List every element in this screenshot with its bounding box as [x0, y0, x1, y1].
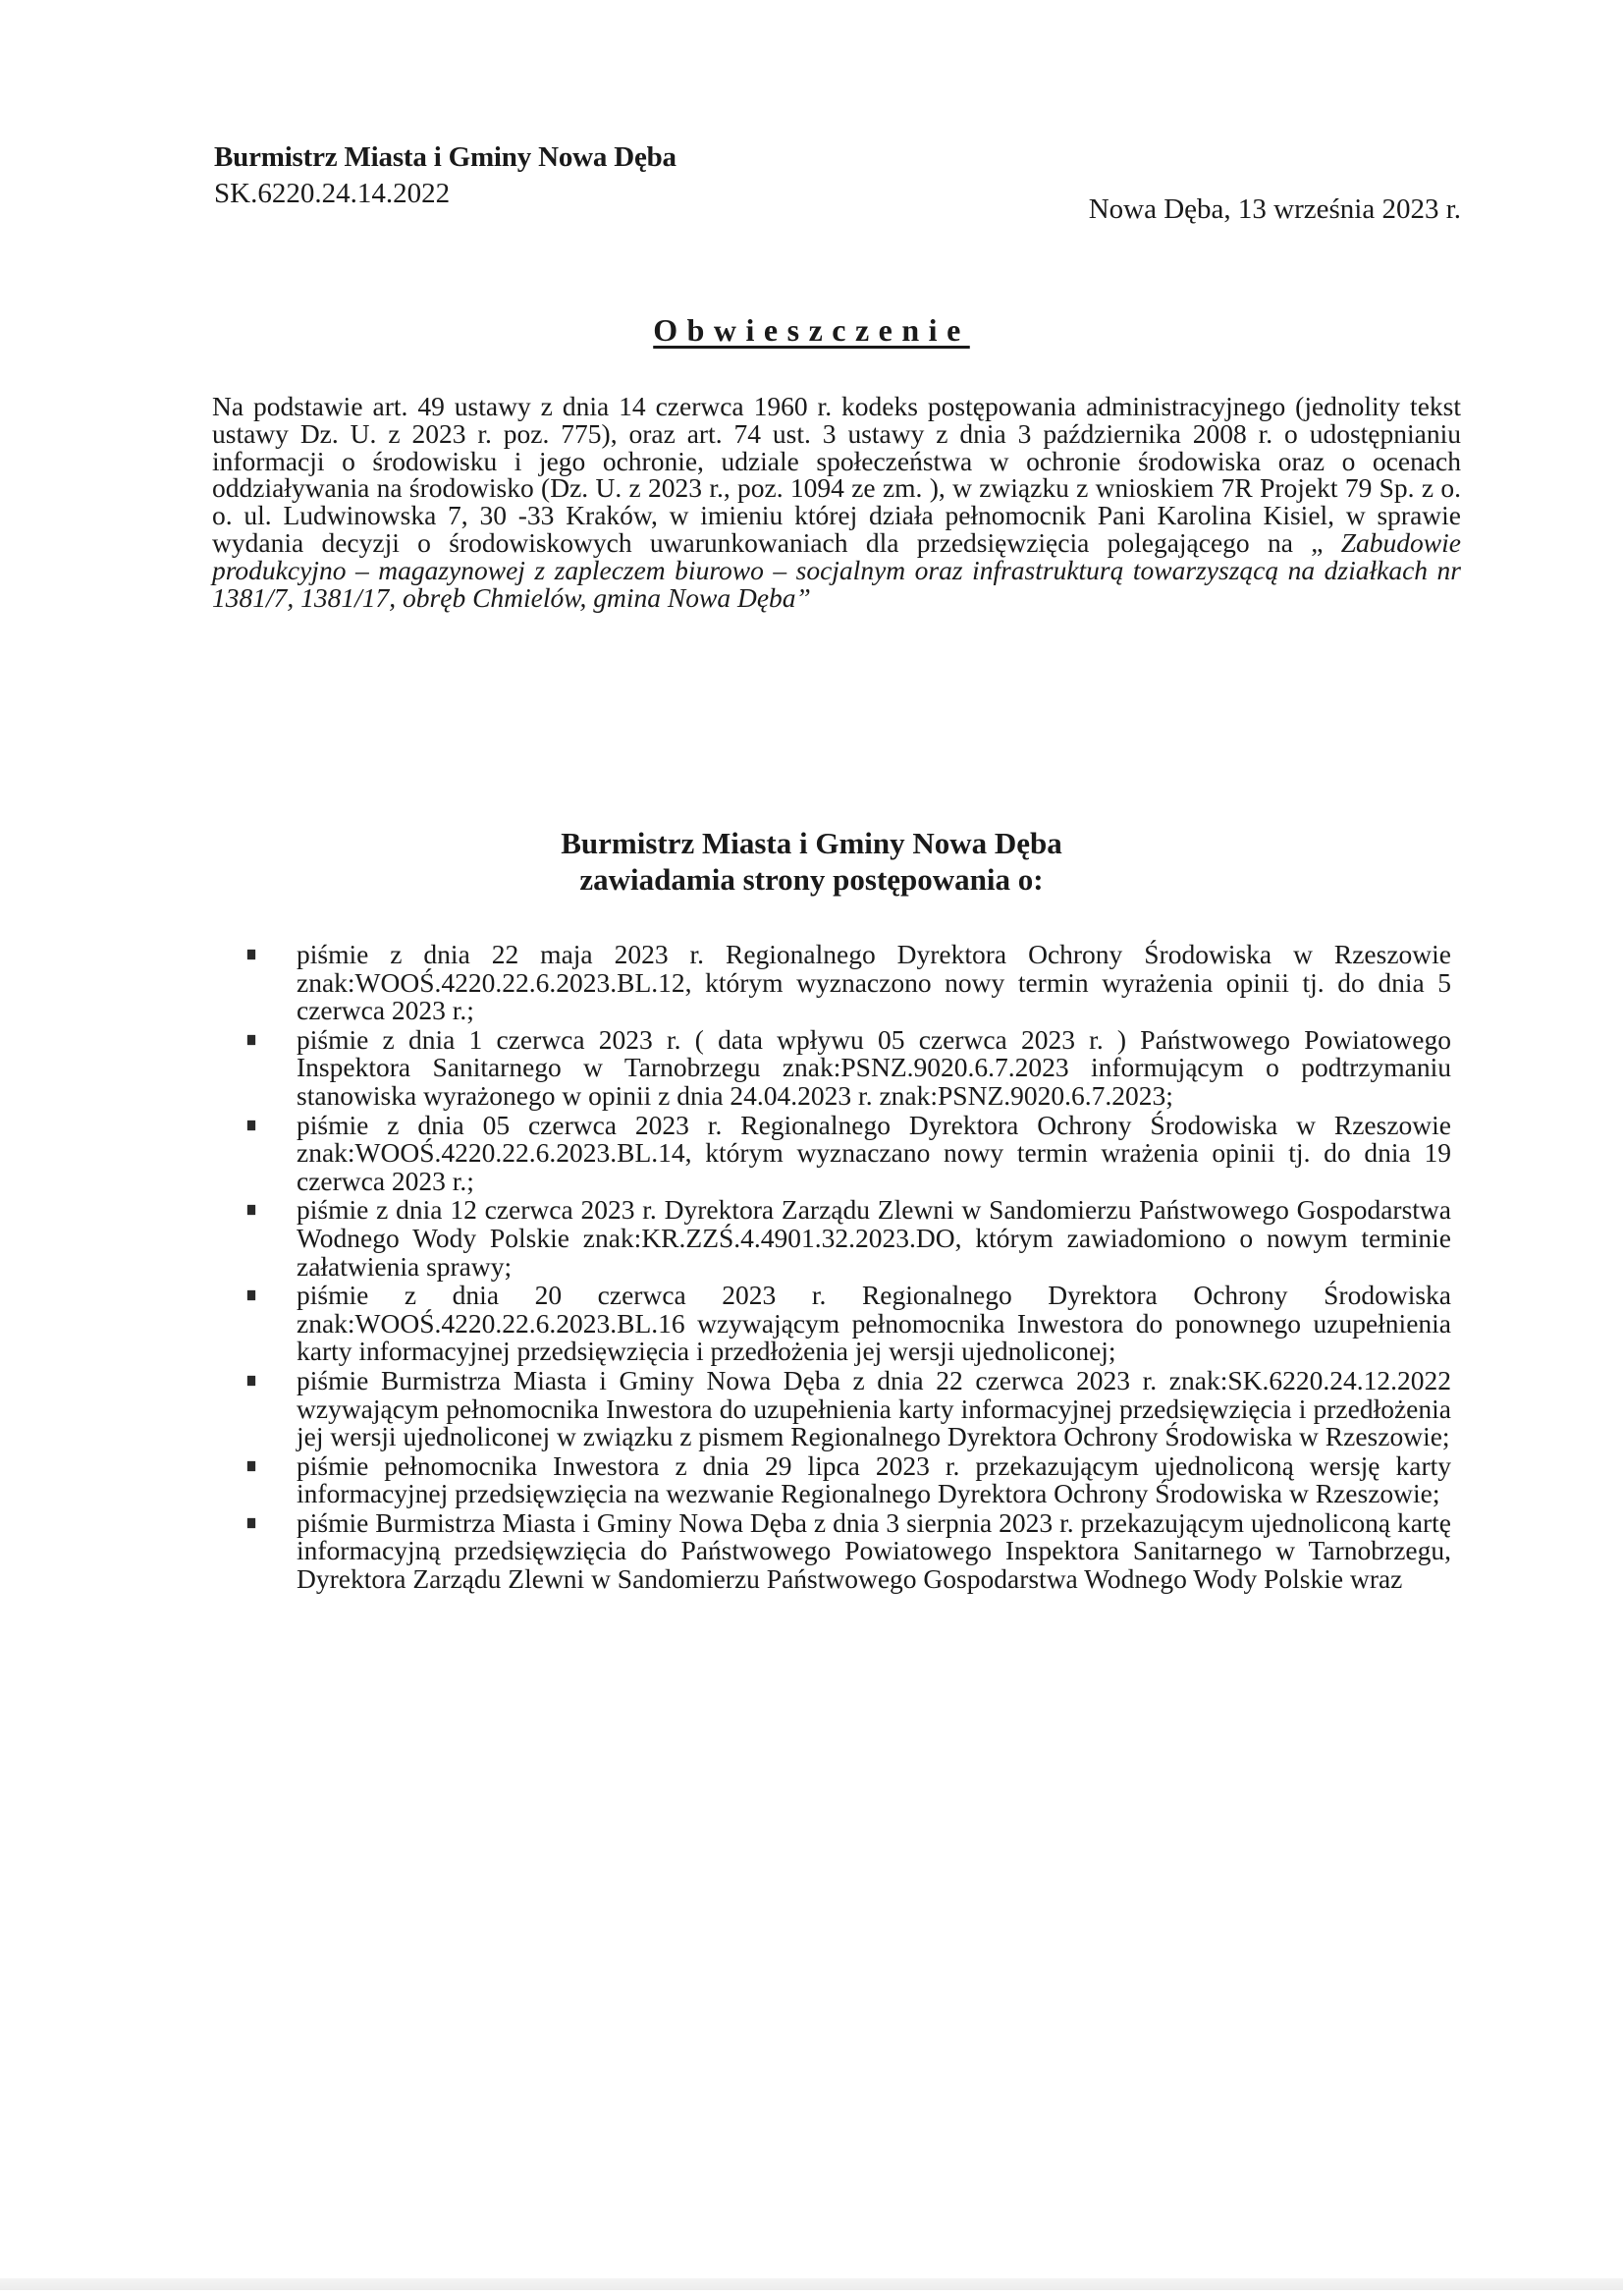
square-bullet-icon — [247, 1518, 255, 1528]
list-item — [247, 1449, 1451, 1509]
intro-text: Na podstawie art. 49 ustawy z dnia 14 czerwca 1960 r. kodeks postępowania administracyjnego (jednolity tekst ustawy Dz. U. z 2023 r. poz. 775), oraz art. 74 ust. 3 ustawy z dnia 3 października 2008 r. o udostępnianiu informacji o środowisku i jego ochronie, udziale społeczeństwa w ochronie środowiska oraz o ocenach oddziaływania na środowisko (Dz. U. z 2023 r., poz. 1094 ze zm. ), w związku z wnioskiem 7R Projekt 79 Sp. z o. o. ul. Ludwinowska 7, 30 -33 Kraków, w imieniu której działa pełnomocnik Pani Karolina Kisiel, w sprawie wydania decyzji o środowiskowych uwarunkowaniach dla przedsięwzięcia polegającego na „ — [212, 391, 1461, 558]
subheading-authority: Burmistrz Miasta i Gminy Nowa Dęba — [561, 826, 1062, 860]
list-item — [247, 1109, 1451, 1196]
list-item-text: piśmie pełnomocnika Inwestora z dnia 29 lipca 2023 r. przekazującym ujednoliconą wersję karty informacyjnej przedsięwzięcia na wezwanie Regionalnego Dyrektora Ochrony Środowiska w Rzeszowie; — [297, 1449, 1451, 1509]
intro-paragraph — [212, 393, 1461, 611]
project-name: Zabudowie produkcyjno – magazynowej z zapleczem biurowo – socjalnym oraz infrastrukturą towarzyszącą na działkach nr 1381/7, 1381/17, obręb Chmielów, gmina Nowa Dęba” — [212, 526, 1461, 613]
square-bullet-icon — [247, 1461, 255, 1471]
square-bullet-icon — [247, 1035, 255, 1045]
square-bullet-icon — [247, 1205, 255, 1215]
list-item-text: piśmie z dnia 05 czerwca 2023 r. Regionalnego Dyrektora Ochrony Środowiska w Rzeszowie znak:WOOŚ.4220.22.6.2023.BL.14, którym wyznaczano nowy termin wrażenia opinii tj. do dnia 19 czerwca 2023 r.; — [297, 1109, 1451, 1196]
issuing-authority: Burmistrz Miasta i Gminy Nowa Dęba — [214, 141, 676, 173]
document-title — [0, 312, 1623, 349]
reference-number: SK.6220.24.14.2022 — [214, 178, 451, 209]
list-item — [247, 1282, 1451, 1366]
square-bullet-icon — [247, 1376, 255, 1386]
square-bullet-icon — [247, 1290, 255, 1300]
list-item-text: piśmie z dnia 12 czerwca 2023 r. Dyrektora Zarządu Zlewni w Sandomierzu Państwowego Gospodarstwa Wodnego Wody Polskie znak:KR.ZZŚ.4.4901.32.2023.DO, którym zawiadomiono o nowym terminie załatwienia sprawy; — [297, 1194, 1451, 1282]
list-item-text: piśmie Burmistrza Miasta i Gminy Nowa Dęba z dnia 22 czerwca 2023 r. znak:SK.6220.24.12.2022 wzywającym pełnomocnika Inwestora do uzupełnienia karty informacyjnej przedsięwzięcia i przedłożenia jej wersji ujednoliconej w związku z pismem Regionalnego Dyrektora Ochrony Środowiska w Rzeszowie; — [297, 1364, 1451, 1452]
list-item-text: piśmie z dnia 22 maja 2023 r. Regionalnego Dyrektora Ochrony Środowiska w Rzeszowie znak:WOOŚ.4220.22.6.2023.BL.12, którym wyznaczono nowy termin wyrażenia opinii tj. do dnia 5 czerwca 2023 r.; — [297, 939, 1451, 1026]
list-item — [247, 1023, 1451, 1111]
document-title-text: Obwieszczenie — [653, 312, 970, 348]
square-bullet-icon — [247, 1121, 255, 1130]
scan-edge-divider — [0, 2278, 1623, 2290]
list-item-text: piśmie z dnia 20 czerwca 2023 r. Regionalnego Dyrektora Ochrony Środowiska znak:WOOŚ.4220.22.6.2023.BL.16 wzywającym pełnomocnika Inwestora do ponownego uzupełnienia karty informacyjnej przedsięwzięcia i przedłożenia jej wersji ujednoliconej; — [297, 1280, 1451, 1367]
list-item — [247, 1196, 1451, 1281]
square-bullet-icon — [247, 950, 255, 959]
list-item — [247, 1364, 1451, 1452]
correspondence-list — [247, 941, 1451, 1595]
list-item — [247, 1506, 1451, 1595]
notice-subheading — [0, 825, 1623, 898]
place-and-date: Nowa Dęba, 13 września 2023 r. — [1088, 193, 1461, 225]
list-item — [247, 941, 1451, 1025]
subheading-action: zawiadamia strony postępowania o: — [579, 862, 1044, 897]
list-item-text: piśmie z dnia 1 czerwca 2023 r. ( data wpływu 05 czerwca 2023 r. ) Państwowego Powiatowego Inspektora Sanitarnego w Tarnobrzegu znak:PSNZ.9020.6.7.2023 informującym o podtrzymaniu stanowiska wyrażonego w opinii z dnia 24.04.2023 r. znak:PSNZ.9020.6.7.2023; — [297, 1023, 1451, 1111]
list-item-text: piśmie Burmistrza Miasta i Gminy Nowa Dęba z dnia 3 sierpnia 2023 r. przekazującym ujednoliconą kartę informacyjną przedsięwzięcia do Państwowego Powiatowego Inspektora Sanitarnego w Tarnobrzegu, Dyrektora Zarządu Zlewni w Sandomierzu Państwowego Gospodarstwa Wodnego Wody Polskie wraz — [297, 1506, 1451, 1595]
